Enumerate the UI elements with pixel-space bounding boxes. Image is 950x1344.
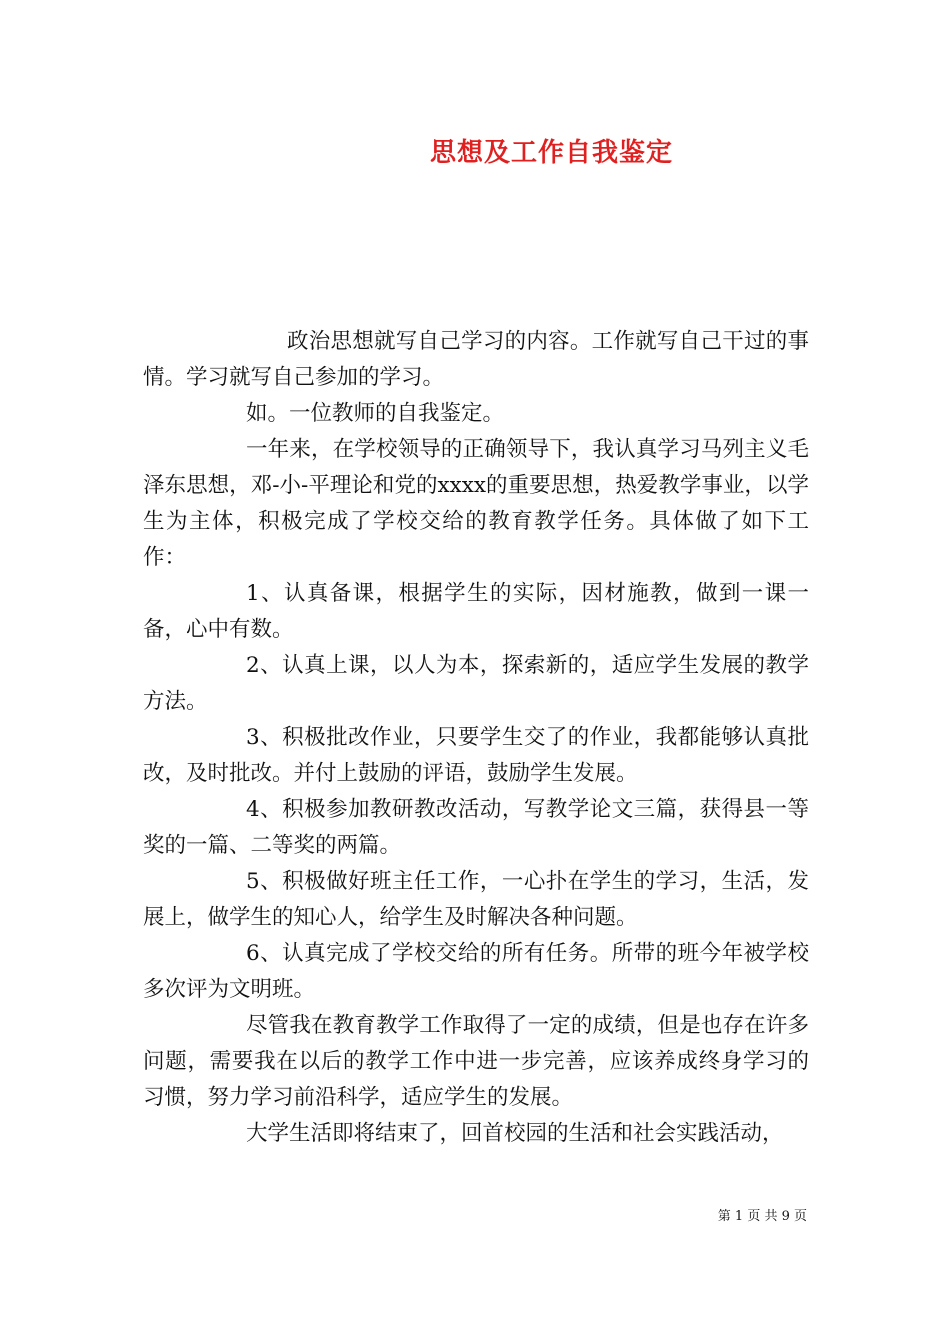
list-item-6: 6、认真完成了学校交给的所有任务。所带的班今年被学校多次评为文明班。 <box>143 941 809 1002</box>
paragraph-summary: 一年来，在学校领导的正确领导下，我认真学习马列主义毛泽东思想，邓-小-平理论和党的xxxx的重要思想，热爱教学事业，以学生为主体，积极完成了学校交给的教育教学任务。具体做了如下工作： <box>143 437 809 570</box>
list-item-1: 1、认真备课，根据学生的实际，因材施教，做到一课一备，心中有数。 <box>143 581 809 642</box>
document-title: 思想及工作自我鉴定 <box>430 138 674 168</box>
document-body <box>143 324 809 1152</box>
paragraph-college: 大学生活即将结束了，回首校园的生活和社会实践活动， <box>246 1121 784 1146</box>
list-item-2: 2、认真上课，以人为本，探索新的，适应学生发展的教学方法。 <box>143 653 809 714</box>
list-item-4: 4、积极参加教研教改活动，写教学论文三篇，获得县一等奖的一篇、二等奖的两篇。 <box>143 797 809 858</box>
list-item-3: 3、积极批改作业，只要学生交了的作业，我都能够认真批改，及时批改。并付上鼓励的评语，鼓励学生发展。 <box>143 725 809 786</box>
paragraph-example: 如。一位教师的自我鉴定。 <box>246 401 505 426</box>
paragraph-reflection: 尽管我在教育教学工作取得了一定的成绩，但是也存在许多问题，需要我在以后的教学工作中进一步完善，应该养成终身学习的习惯，努力学习前沿科学，适应学生的发展。 <box>143 1013 809 1110</box>
paragraph-intro: 政治思想就写自己学习的内容。工作就写自己干过的事情。学习就写自己参加的学习。 <box>143 329 809 390</box>
list-item-5: 5、积极做好班主任工作，一心扑在学生的学习，生活，发展上，做学生的知心人，给学生及时解决各种问题。 <box>143 869 809 930</box>
page-number-footer: 第 1 页 共 9 页 <box>717 1209 807 1224</box>
